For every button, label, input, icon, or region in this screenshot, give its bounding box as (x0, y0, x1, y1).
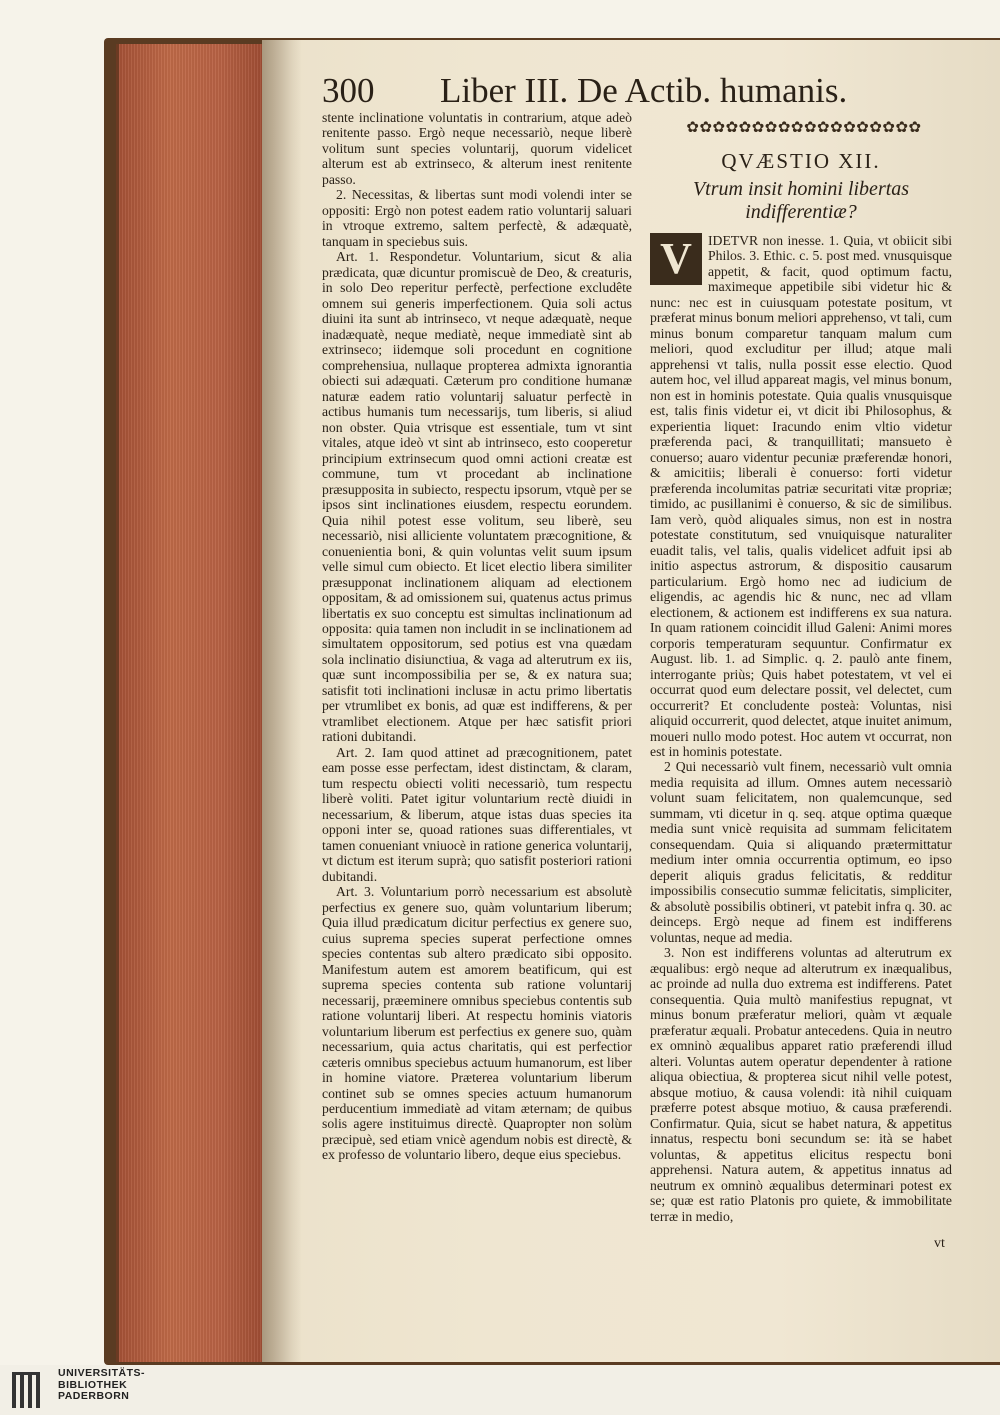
footer-bar (0, 1365, 1000, 1415)
page-edges (116, 44, 265, 1362)
logo-line: BIBLIOTHEK (58, 1378, 128, 1391)
right-paragraph: 3. Non est indifferens voluntas ad alterutrum ex æqualibus: ergò neque ad alterutrum ex inæqualibus, ac proinde ad nulla duo extrema est indifferens. Patet consequentia. Quia multò manifestius repugnat, vt minus bonum præferatur meliori, quàm vt æquale præferatur æquali. Probatur antecedens. Quia in neutro ex omninò æqualibus apparet ratio præferendi illud alteri. Voluntas autem operatur dependenter à ratione aliqua obiectiua, & propterea sicut nihil velle potest, absque motiuo, & causa volendi: ità nihil cuiquam præferre potest absque motiuo, & causa præferendi. Confirmatur. Quia, sicut se habet natura, & appetitus innatus, respectu boni secundum se: ità se habet voluntas, & appetitus elicitus respectu boni apprehensi. Natura autem, & appetitus innatus ad neutrum ex omninò æqualibus determinari potest ex se; quæ est ratio Platonis pro quiete, & immobilitate terræ in medio, (650, 945, 952, 1224)
library-logo-icon (10, 1368, 48, 1412)
ornament-band: ✿✿✿✿✿✿✿✿✿✿✿✿✿✿✿✿✿✿ (686, 120, 922, 136)
left-paragraph: Art. 3. Voluntarium porrò necessarium est absolutè perfectius ex genere suo, quàm voluntarium liberum; Quia illud prædicatum dicitur perfectius ex genere suo, cuius suprema species superat perfectione omnes species contentas sub altero prædicato sibi opposito. Manifestum autem est amorem beatificum, qui est suprema species contenta sub ratione voluntarij necessarij, præeminere omnibus speciebus contentis sub ratione voluntarij liberi. At respectu hominis viatoris voluntarium liberum est perfectius ex genere suo, quàm necessarium, quia actus charitatis, qui est perfectior cæteris omnibus speciebus actuum humanorum, est liber in homine viatore. Præterea voluntarium liberum continet sub se omnes species actuum humanorum perducentium immediatè ad vitam æternam; de quibus solis agere instituimus directè. Quapropter non solùm præcipuè, sed etiam vnicè agendum nobis est directè, & ex professo de voluntario libero, deque eius speciebus. (322, 884, 632, 1163)
left-paragraph: stente inclinatione voluntatis in contrarium, atque adeò renitente passo. Ergò neque necessariò, neque liberè volitum sunt species voluntarij, quorum videlicet alterum est ab extrinseco, & alterum inest renitente passo. (322, 110, 632, 187)
drop-cap: V (650, 233, 702, 285)
running-head (322, 70, 862, 114)
library-logo-text (58, 1368, 145, 1403)
left-column (322, 110, 632, 1163)
right-paragraph-text: IDETVR non inesse. 1. Quia, vt obiicit sibi Philos. 3. Ethic. c. 5. post med. vnusquisque appetit, & facit, quod optimum factu, maximeque appetibile sibi videtur hic & nunc: nec est in cuiusquam potestate positum, vt præferat minus bonum meliori apprehenso, vt tali, cum minus bonum comparetur tanquam malum cum meliori, quod excluditur per illud; atque mali apprehensi vt talis, nulla possit esse electio. Quod autem hoc, vel illud appareat magis, vel minus bonum, non est in hominis potestate. Quia qualis vnusquisque est, talis finis videtur ei, vt dicit ibi Philosophus, & experientia liquet: Iracundo enim vltio videtur præferenda paci, & tranquillitati; mansueto è conuerso; auaro videntur pecuniæ præferendæ honori, & amicitiis; liberali è conuerso: forti videtur præferenda incolumitas patriæ securitati vitæ propriæ; timido, ac pusillanimi è conuerso, & sic de similibus. Iam verò, quòd aliquales simus, non est in nostra potestate constitutum, sed vnuiquisque naturaliter euadit talis, vel talis, qualis videlicet adfuit ipsi ab initio aspectus astrorum, & dispositio causarum particularium. Ergò homo nec ad iudicium de eligendis, ac agendis hic & nunc, nec ad vllam electionem, & actionem est indifferens ex sua natura. In quam rationem coincidit illud Galeni: Animi mores corporis temperaturam sequuntur. Confirmatur ex August. lib. 1. ad Simplic. q. 2. paulò ante finem, interrogante priùs; Quis habet potestatem, vt vel ei occurrat quod eum delectare possit, vel delectet, cum occurrerit? Et concludente posteà: Voluntas, nisi aliquid occurrerit, quod delectet, atque inuitet animum, moueri nullo modo potest. Hoc autem vt occurrat, non est in hominis potestate. (650, 233, 952, 759)
left-paragraph: Art. 2. Iam quod attinet ad præcognitionem, patet eam posse esse perfectam, idest distinctam, & claram, tum respectu obiecti voliti necessariò, tum respectu liberè voliti. Patet igitur voluntarium rectè diuidi in necessarium, & liberum, atque istas duas species ita opponi inter se, quoad rationes suas differentiales, vt tamen conueniant vniuocè in ratione generica voluntarij, vt dictum est iterum suprà; quo satisfit posteriori rationi dubitandi. (322, 744, 632, 884)
spine-shadow (262, 40, 302, 1362)
running-title: Liber III. De Actib. humanis. (440, 71, 848, 110)
logo-line: UNIVERSITÄTS- (58, 1367, 146, 1379)
page-number: 300 (322, 71, 375, 110)
logo-line: PADERBORN (58, 1390, 130, 1402)
question-heading: QVÆSTIO XII. (721, 149, 881, 173)
catch-word: vt (934, 1236, 945, 1251)
left-paragraph: 2. Necessitas, & libertas sunt modi volendi inter se oppositi: Ergò non potest eadem ratio voluntarij saluari in vtroque extremo, saltem perfectè, & adæquatè, tanquam in speciebus suis. (322, 187, 632, 249)
right-paragraph: 2 Qui necessariò vult finem, necessariò vult omnia media requisita ad illum. Omnes autem necessariò volunt suam felicitatem, non qualemcunque, sed summam, vti dicetur in q. seq. atque optima quæque media sunt vnicè requisita ad summam felicitatem consequendam. Quia si aliquando prætermittatur medium inter omnia occurrentia optimum, eo ipso deperit aliquis gradus felicitatis, & redditur impossibilis consecutio summæ felicitatis, simpliciter, & absolutè possibilis obtineri, vt patebit infra q. 30. ac deinceps. Ergò neque ad finem est indifferens voluntas, neque ad media. (650, 759, 952, 945)
right-paragraph (650, 233, 952, 759)
left-paragraph: Art. 1. Respondetur. Voluntarium, sicut & alia prædicata, quæ dicuntur promiscuè de Deo, & creaturis, in solo Deo reperitur perfectè, perfectione excludête omnem sui generis imperfectionem. Quia soli actus diuini ita sunt ab intrinseco, vt neque adæquatè, neque inadæquatè, neque mediatè, neque immediatè sint ab extrinseco; iidemque soli procedunt en cognitione comprehensiua, nullaque propterea admixta ignorantia obiecti sui adæquati. Cæterum pro conditione humanæ naturæ eadem ratio voluntarij saluatur perfectè in actibus humanis tum necessarijs, tum liberis, si aliud non obster. Quia vtrisque est essentiale, tum vt sint vitales, atque ideò vt sint ab intrinseco, esto cooperetur principium extrinsecum quod omni actioni creatæ est commune, tum vt procedant ab inclinatione præsupposita in subiecto, respectu ipsorum, vtquè per se ipsos sint inclinationes eiusdem, respectu eorundem. Quia nihil potest esse volitum, seu liberè, seu necessariò, nisi alliciente voluntatem præcognitione, & conuenientia boni, & quin voluntas velit suum ipsum velle simul cum obiecto. Et licet electio libera similiter præsupponat inclinationem aliquam ad electionem oppositam, & ad omissionem sui, quatenus actus primus libertatis ex suo conceptu est simultas inclinationum ad opposita: quia tamen non includit in se inclinationem ad simultatem oppositorum, sed potius est vna quædam sola inclinatio disiunctiua, & vaga ad alterutrum ex iis, quæ sunt incompossibilia per se, & ex natura sua; satisfit toti inclinationi inclusæ in actu primo libertatis per vtrumlibet ex bonis, ad quæ est indifferens, & per vtramlibet electionem. Atque per hæc satisfit priori rationi dubitandi. (322, 249, 632, 745)
question-title: Vtrum insit homini libertas indifferentiæ? (692, 178, 910, 223)
right-column (650, 233, 952, 1224)
